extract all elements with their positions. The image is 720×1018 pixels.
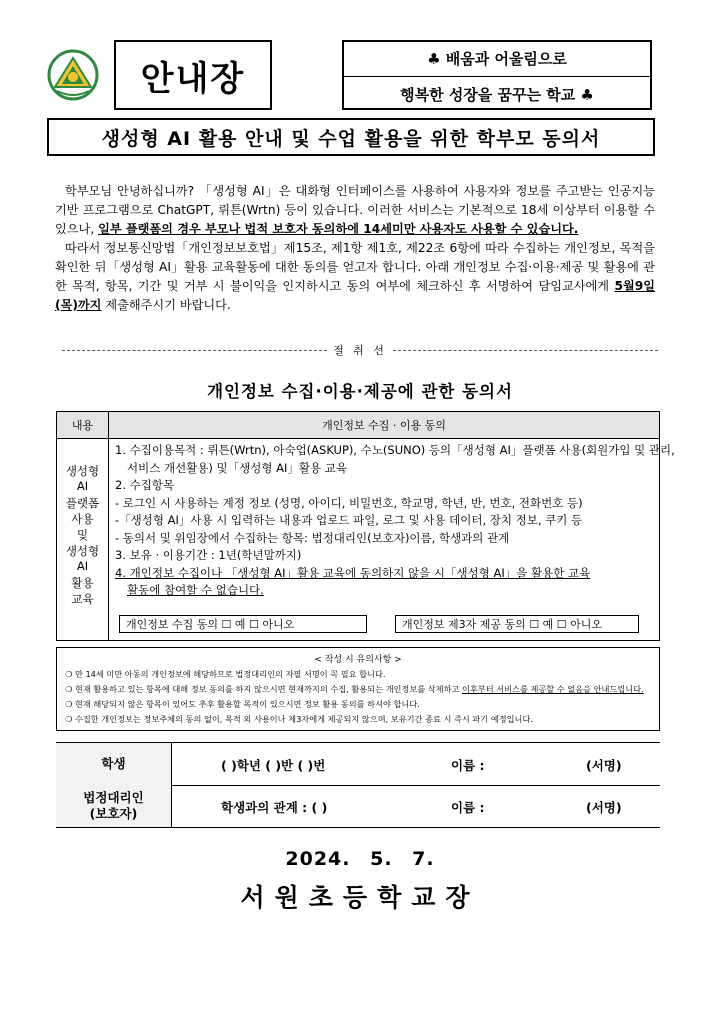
intro-paragraph-1 [55, 182, 655, 239]
header-consent: 개인정보 수집 · 이용 동의 [322, 419, 446, 432]
consent-details [115, 442, 675, 600]
detail-line: 활동에 참여할 수 없습니다. [127, 583, 264, 597]
guardian-name-label[interactable]: 이름 : [451, 800, 485, 815]
note-line: ❍ 수집한 개인정보는 정보주체의 동의 없이, 목적 외 사용이나 제3자에게 제공되지 않으며, 보유기간 종료 시 즉시 파기 예정입니다. [65, 714, 533, 724]
intro-paragraph-2 [55, 239, 655, 315]
intro-p1-text: 학부모님 안녕하십니까? 「생성형 AI」은 대화형 인터페이스를 사용하여 사용자와 정보를 주고받는 인공지능 기반 프로그램으로 ChatGPT, 뤼튼(Wrtn) 등이 있습니다. 이러한 서비스는 기본적으로 18세 이상부터 이용할 수 있으나, [55, 184, 655, 236]
note-line: ❍ 현재 해당되지 않은 항목이 있어도 추후 활용할 목적이 있으시면 정보 활용 동의를 하셔야 합니다. [65, 699, 420, 709]
intro-p1-emphasis: 일부 플랫폼의 경우 부모나 법적 보호자 동의하에 14세미만 사용자도 사용할 수 있습니다. [98, 222, 579, 236]
category-line: 교육 [71, 592, 94, 606]
category-line: 플랫폼 [65, 496, 100, 510]
cut-dash-left [62, 350, 327, 351]
student-row [56, 743, 660, 786]
cut-line [62, 343, 658, 357]
category-line: 생성형 [65, 464, 100, 478]
detail-line: 1. 수집이용목적 : 뤼튼(Wrtn), 아숙업(ASKUP), 수노(SUNO) 등의「생성형 AI」플랫폼 사용(회원가입 및 관리, [115, 443, 675, 457]
guardian-label-line2: (보호자) [89, 806, 138, 821]
category-line: 사용 [71, 512, 94, 526]
table-header [57, 412, 659, 439]
note-text: ❍ 현재 활용하고 있는 항목에 대해 정보 동의를 하지 않으시면 현재까지의 수집, 활용되는 개인정보를 삭제하고 [65, 684, 462, 694]
intro-text [55, 182, 655, 315]
student-name-label[interactable]: 이름 : [451, 758, 485, 773]
issue-date: 2024. 5. 7. [285, 848, 435, 870]
document-title: 생성형 AI 활용 안내 및 수업 활용을 위한 학부모 동의서 [47, 118, 655, 156]
page-title: 안내장 [114, 40, 272, 110]
principal-signature: 서원초등학교장 [240, 883, 480, 912]
motto-line-2: 행복한 성장을 꿈꾸는 학교 ♣ [400, 86, 594, 104]
student-label [56, 743, 172, 785]
collection-consent-checkbox[interactable]: 개인정보 수집 동의 ☐ 예 ☐ 아니오 [119, 615, 367, 633]
third-party-consent-checkbox[interactable]: 개인정보 제3자 제공 동의 ☐ 예 ☐ 아니오 [395, 615, 639, 633]
intro-p2-text: 따라서 정보통신망법「개인정보보호법」제15조, 제1항 제1호, 제22조 6항에 따라 수집하는 개인정보, 목적을 확인한 뒤「생성형 AI」활용 교육활동에 대한 동의를 얻고자 합니다. 아래 개인정보 수집·이용·제공 및 활용에 관한 목적, 항목, 기간 및 거부 시 불이익을 인지하시고 동의 여부에 체크하신 후 서명하여 담임교사에게 [55, 241, 655, 293]
note-emphasis: 이후부터 서비스를 제공할 수 없음을 안내드립니다. [461, 684, 644, 694]
cut-dash-right [393, 350, 658, 351]
note-line: ❍ 만 14세 미만 아동의 개인정보에 해당하므로 법정대리인의 자필 서명이 꼭 필요 합니다. [65, 669, 386, 679]
detail-line: -「생성형 AI」사용 시 입력하는 내용과 업로드 파일, 로그 및 사용 데이터, 장치 정보, 쿠키 등 [115, 513, 583, 527]
detail-line: 2. 수집항목 [115, 478, 175, 492]
detail-line: - 로그인 시 사용하는 계정 정보 (성명, 아이디, 비밀번호, 학교명, 학년, 반, 번호, 전화번호 등) [115, 495, 583, 510]
category-line: AI [76, 559, 89, 573]
school-emblem-icon [47, 49, 99, 101]
intro-p2-end: 제출해주시기 바랍니다. [101, 298, 231, 312]
guardian-sign-label[interactable]: (서명) [586, 800, 622, 815]
detail-line: 서비스 개선활용) 및「생성형 AI」활용 교육 [127, 460, 348, 475]
consent-title: 개인정보 수집·이용·제공에 관한 동의서 [207, 382, 513, 401]
header-content: 내용 [57, 412, 109, 438]
motto-line-1: ♣ 배움과 어울림으로 [427, 50, 567, 68]
student-class-fields[interactable]: ( )학년 ( )반 ( )번 [221, 758, 326, 773]
motto-divider [344, 76, 650, 77]
category-line: 및 [76, 528, 89, 542]
guardian-row [56, 785, 660, 827]
consent-table [56, 411, 675, 641]
deadline-date: 5월9일(목)까지 [55, 279, 655, 312]
content-category [57, 439, 109, 640]
school-motto [342, 40, 652, 110]
notes-header: < 작성 시 유의사항 > [314, 655, 402, 665]
detail-line: 4. 개인정보 수집이나 「생성형 AI」활용 교육에 동의하지 않을 시「생성형 AI」을 활용한 교육 [115, 565, 591, 580]
writing-notes [56, 647, 660, 731]
guardian-label-line1: 법정대리인 [83, 790, 144, 805]
student-label-text: 학생 [101, 756, 126, 771]
category-line: 생성형 [65, 544, 100, 558]
signature-table [56, 742, 660, 828]
category-line: 활용 [71, 576, 94, 590]
guardian-label [56, 785, 172, 827]
cut-line-label: 절 취 선 [333, 344, 387, 357]
category-line: AI [76, 479, 89, 493]
guardian-relation-field[interactable]: 학생과의 관계 : ( ) [221, 800, 328, 815]
detail-line: 3. 보유 · 이용기간 : 1년(학년말까지) [115, 548, 302, 562]
student-sign-label[interactable]: (서명) [586, 758, 622, 773]
note-line [65, 684, 653, 695]
detail-line: - 동의서 및 위임장에서 수집하는 항목: 법정대리인(보호자)이름, 학생과의 관계 [115, 530, 510, 545]
